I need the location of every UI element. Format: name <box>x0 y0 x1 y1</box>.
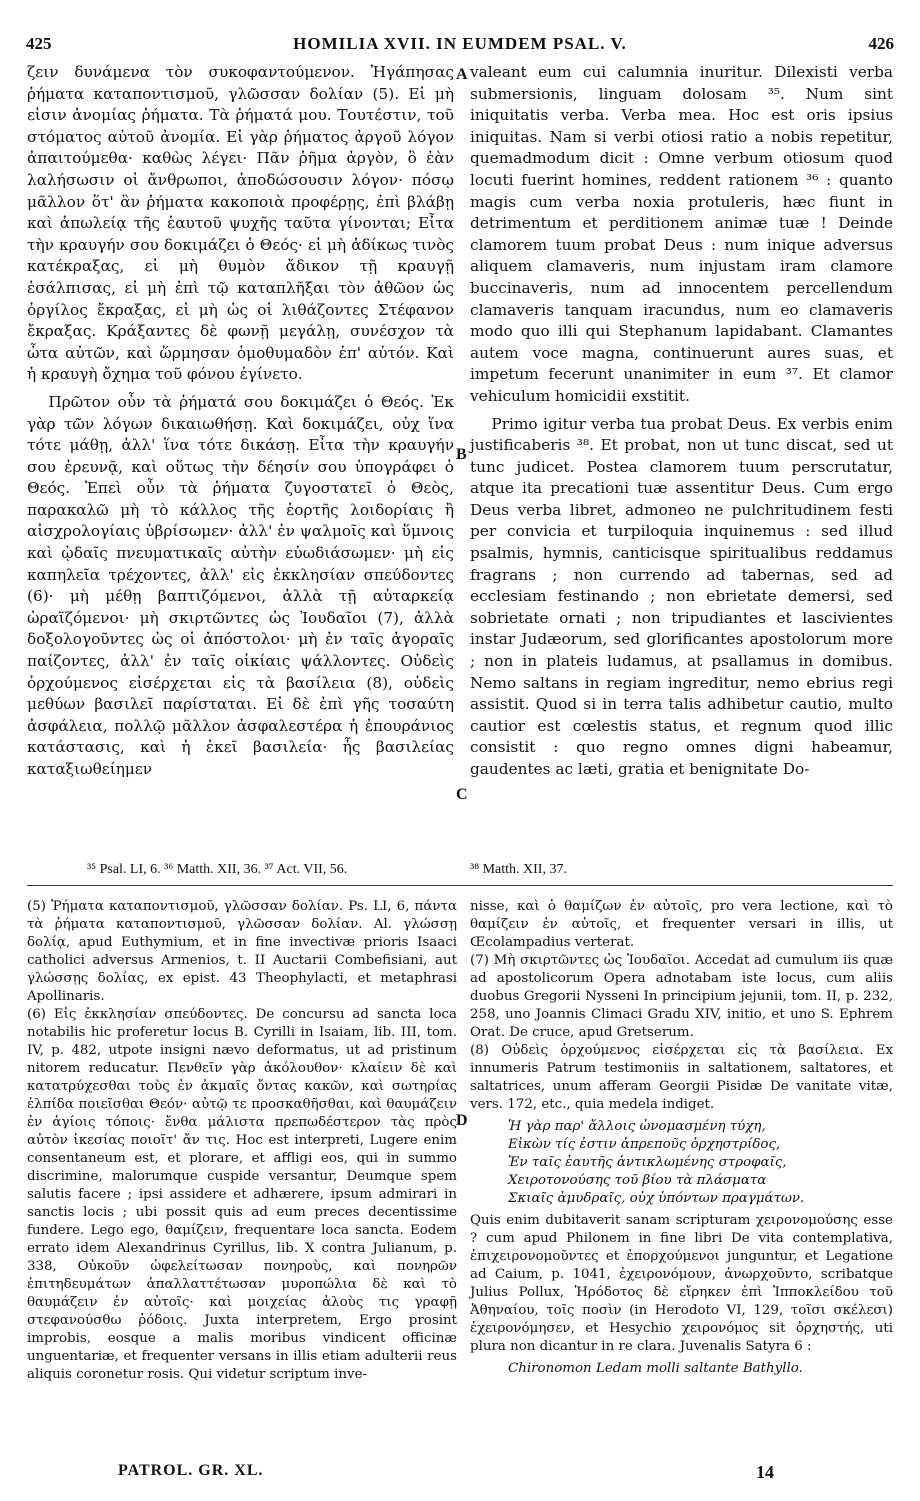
footnote-6: (6) Εἰς ἐκκλησίαν σπεύδοντες. De concursu ad sancta loca notabilis hic proferetur locus B. Cyrilli in Isaiam, lib. III, tom. IV, p. 482, utpote insigni nævo deformatus, ut ad pristinum nitorem reducatur. Πενθεῖν γὰρ ἀκόλουθον· κλαίειν δὲ καὶ κατατρύχεσθαι τοὺς ἐν ἀκμαῖς ὄντας κακῶν, καὶ σωτηρίας ἐλπίδα ποιεῖσθαι Θεόν· αὐτῷ τε προσκαθῆσθαι, καὶ θαυμάζειν ἐν ἁγίοις τόποις· ἔνθα μάλιστα πρεπωδέστερον τὰς πρὸς αὐτὸν ἱκεσίας ποιοῖτ' ἄν τις. Hoc est interpreti, Lugere enim consentaneum est, et plorare, et affligi eos, qui in summo discrimine, malorumque cuspide versantur, Deumque spem salutis facere ; ipsi assidere et adhærere, ipsum admirari in sanctis locis ; ubi possit quis ad eum preces decentissime fundere. Lego ego, θαμίζειν, frequentare loca sancta. Eodem errato idem Alexandrinus Cyrillus, lib. X contra Julianum, p. 338, Οὐκοῦν ὠφελείτωσαν πονηροὺς, καὶ πονηρῶν ἐπιτηδευμάτων ἀπαλλαττέτωσαν μυροπώλια δὲ καὶ τὸ θαυμάζειν ἐν αὐτοῖς· καὶ μοιχείας ἀλοὺς τις γραφῇ στεφανούσθω ῥόδοις. Juxta interpretem, Ergo prosint improbis, eosque a malis moribus vindicent officinæ unguentariæ, et frequenter versans in illis etiam adulterii reus aliquis coronetur rosis. Qui videtur scriptum inve- <box>27 1007 457 1382</box>
verse-line: Χειροτονούσης τοῦ βίου τὰ πλάσματα <box>508 1173 767 1188</box>
verse-line: Σκιαῖς ἀμυδραῖς, οὐχ ὑπόντων πραγμάτων. <box>508 1191 805 1206</box>
greek-column <box>27 62 454 781</box>
page-number-right: 426 <box>868 34 894 53</box>
footnote-8-continued: Quis enim dubitaverit sanam scripturam χειρονομούσης esse ? cum apud Philonem in fine libri De vita contemplativa, ἐπιχειρονομοῦντες et ἐπορχούμενοι junguntur, et Legatione ad Caium, p. 1041, ἐχειρονόμουν, ἀνωρχοῦντο, scribatque Julius Pollux, Ἡρόδοτος δὲ εἴρηκεν ἐπὶ Ἱπποκλείδου τοῦ Ἀθηναίου, τοῖς ποσὶν (in Herodoto VI, 129, τοῖσι σκέλεσι) ἐχειρονόμησεν, et Hesychio χειρονόμος sit ὀρχηστής, uti plura non dicantur in re clara. Juvenalis Satyra 6 : <box>470 1213 893 1354</box>
greek-verse-quotation <box>470 1118 893 1208</box>
verse-line: Chironomon Ledam molli saltante Bathyllo. <box>508 1361 803 1376</box>
page-number-left: 425 <box>26 34 52 53</box>
margin-letter-c: C <box>456 786 468 803</box>
footer-sheet-number: 14 <box>756 1462 774 1482</box>
footer-series: PATROL. GR. XL. <box>118 1462 264 1479</box>
latin-verse-quotation <box>470 1360 893 1378</box>
latin-paragraph: valeant eum cui calumnia inuritur. Dilexisti verba submersionis, linguam dolosam ³⁵. Num sint iniquitatis verba. Verba mea. Hoc est oris ipsius iniquitas. Nam si verbi otiosi ratio a nobis repetitur, quemadmodum dicit : Omne verbum otiosum quod locuti fuerint homines, reddent rationem ³⁶ : quanto magis cum verba noxia protuleris, hæc fiunt in detrimentum et perditionem animæ tuæ ! Deinde clamorem tuum probat Deus : num inique adversus aliquem clamaveris, num injustam iram clamore buccinaveris, num ad innocentem percellendum clamaveris tanquam iracundus, num eo clamaveris modo quo illi qui Stephanum lapidabant. Clamantes autem voce magna, continuerunt aures suas, et impetum fecerunt unanimiter in eum ³⁷. Et clamor vehiculum homicidii exstitit. <box>470 63 893 405</box>
scripture-references-left: ³⁵ Psal. LI, 6. ³⁶ Matth. XII, 36. ³⁷ Act. VII, 56. <box>87 862 348 877</box>
footnotes-left <box>27 898 457 1384</box>
footnote-5: (5) Ῥήματα καταποντισμοῦ, γλῶσσαν δολίαν. Ps. LI, 6, πάντα τὰ ῥήματα καταποντισμοῦ, γλῶσσαν δολίαν. Al. γλώσσῃ δολίᾳ, apud Euthymium, et in fine invectivæ prioris Isaaci catholici adversus Armenios, t. II Auctarii Combefisiani, aut γλώσσῃς δολίας, ex epist. 43 Theophylacti, et metaphrasi Apollinaris. <box>27 899 457 1004</box>
latin-paragraph: Primo igitur verba tua probat Deus. Ex verbis enim justificaberis ³⁸. Et probat, non ut tunc discat, sed ut tunc judicet. Postea clamorem tuum perscrutatur, atque ita precationi tuæ assentitur Deus. Cum ergo Deus verba libret, admoneo ne pulchritudinem festi per convicia et turpiloquia inquinemus : sed illud psalmis, hymnis, canticisque spiritualibus reddamus fragrans ; non currendo ad tabernas, sed ad ecclesiam festinando ; non ebrietate demersi, sed sobrietate ornati ; non tripudiantes et lascivientes instar Judæorum, sed glorificantes apostolorum more ; non in plateis ludamus, at psallamus in domibus. Nemo saltans in regiam ingreditur, nemo ebrius regi assistit. Quod si in terra talis adhibetur cautio, multo cautior est cœlestis status, et regnum quod illic consistit : quo regno omnes digni habeamur, gaudentes ac læti, gratia et benignitate Do- <box>470 414 893 778</box>
footnote-divider <box>27 885 893 886</box>
verse-line: Ἐν ταῖς ἑαυτῆς ἀντικλωμένης στροφαῖς, <box>508 1155 787 1170</box>
margin-letter-d: D <box>456 1112 468 1129</box>
scripture-references-right: ³⁸ Matth. XII, 37. <box>470 862 567 877</box>
footnote-6-continued: nisse, καὶ ὁ θαμίζων ἐν αὐτοῖς, pro vera lectione, καὶ τὸ θαμίζειν ἐν αὐτοῖς, et frequenter versari in illis, ut Œcolampadius verterat. <box>470 899 893 950</box>
footnote-8: (8) Οὐδεὶς ὀρχούμενος εἰσέρχεται εἰς τὰ βασίλεια. Ex innumeris Patrum testimoniis in saltationem, saltatores, et saltatrices, unum afferam Georgii Pisidæ De vanitate vitæ, vers. 172, etc., quia medela indiget. <box>470 1043 893 1112</box>
verse-line: Εἰκὼν τίς ἐστιν ἀπρεποῦς ὀρχηστρίδος, <box>508 1137 781 1152</box>
footnote-7: (7) Μὴ σκιρτῶντες ὡς Ἰουδαῖοι. Accedat ad cumulum iis quæ ad apostolicorum Opera adnotabam iste locus, cum aliis duobus Gregorii Nysseni In principium jejunii, tom. II, p. 232, 258, uno Joannis Climaci Gradu XIV, initio, et uno S. Ephrem Orat. De cruce, apud Gretserum. <box>470 953 893 1040</box>
verse-line: Ἡ γὰρ παρ' ἄλλοις ὠνομασμένη τύχη, <box>508 1119 766 1134</box>
running-title: HOMILIA XVII. IN EUMDEM PSAL. V. <box>293 34 627 53</box>
greek-paragraph: Πρῶτον οὖν τὰ ῥήματά σου δοκιμάζει ὁ Θεός. Ἐκ γὰρ τῶν λόγων δικαιωθήσῃ. Καὶ δοκιμάζει, οὐχ ἵνα τότε μάθῃ, ἀλλ' ἵνα τότε δικάσῃ. Εἶτα τὴν κραυγήν σου ἐρευνᾷ, καὶ οὕτως τὴν δέησίν σου ὑπογράφει ὁ Θεός. Ἐπεὶ οὖν τὰ ῥήματα ζυγοστατεῖ ὁ Θεὸς, παρακαλῶ μὴ τὸ κάλλος τῆς ἑορτῆς λοιδορίαις ἢ αἰσχρολογίαις ὑβρίσωμεν· ἀλλ' ἐν ψαλμοῖς καὶ ὕμνοις καὶ ᾠδαῖς πνευματικαῖς αὐτὴν εὐωδιάσωμεν· μὴ εἰς καπηλεῖα τρέχοντες, ἀλλ' εἰς ἐκκλησίαν σπεύδοντες (6)· μὴ μέθῃ βαπτιζόμενοι, ἀλλὰ τῇ αὐταρκείᾳ ὡραϊζόμενοι· μὴ σκιρτῶντες ὡς Ἰουδαῖοι (7), ἀλλὰ δοξολογοῦντες ὡς οἱ ἀπόστολοι· μὴ ἐν ταῖς ἀγοραῖς παίζοντες, ἀλλ' ἐν ταῖς οἰκίαις ψάλλοντες. Οὐδεὶς ὀρχούμενος εἰσέρχεται εἰς τὰ βασίλεια (8), οὐδεὶς μεθύων βασιλεῖ παρίσταται. Εἰ δὲ ἐπὶ γῆς τοσαύτη ἀσφάλεια, πολλῷ μᾶλλον ἀσφαλεστέρα ἡ ἐπουράνιος κατάστασις, καὶ ἡ ἐκεῖ βασιλεία· ἧς βασιλείας καταξιωθείημεν <box>27 392 454 778</box>
margin-letter-b: B <box>456 446 467 463</box>
latin-column <box>470 62 893 781</box>
margin-letter-a: A <box>456 66 468 83</box>
greek-paragraph: ζειν δυνάμενα τὸν συκοφαντούμενον. Ἠγάπησας ῥήματα καταποντισμοῦ, γλῶσσαν δολίαν (5). Εἰ μὴ εἰσιν ἀνομίας ῥήματα. Τὰ ῥήματά μου. Τουτέστιν, τοῦ στόματος αὐτοῦ ἀνομία. Εἰ γὰρ ῥήματος ἀργοῦ λόγον ἀπαιτούμεθα· καθὼς λέγει· Πᾶν ῥῆμα ἀργὸν, ὃ ἐὰν λαλήσωσιν οἱ ἄνθρωποι, ἀποδώσουσιν λόγον· πόσῳ μᾶλλον ὅτ' ἂν ῥήματα κακοποιὰ προφέρῃς, ἐπὶ βλάβῃ καὶ ἀπωλείᾳ τῆς ἑαυτοῦ ψυχῆς ταῦτα γίνονται; Εἶτα τὴν κραυγήν σου δοκιμάζει ὁ Θεός· εἰ μὴ ἀδίκως τινὸς κατέκραξας, εἰ μὴ θυμὸν ἄδικον τῇ κραυγῇ ἐσάλπισας, εἰ μὴ ἐπὶ τῷ καταπλῆξαι τὸν ἀθῶον ὡς ὀργίλος ἔκραξας, εἰ μὴ ὡς οἱ λιθάζοντες Στέφανον ἔκραξας. Κράξαντες δὲ φωνῇ μεγάλῃ, συνέσχον τὰ ὦτα αὐτῶν, καὶ ὥρμησαν ὁμοθυμαδὸν ἐπ' αὐτόν. Καὶ ἡ κραυγὴ ὄχημα τοῦ φόνου ἐγίνετο. <box>27 63 454 384</box>
running-header <box>20 34 900 56</box>
footnotes-right <box>470 898 893 1382</box>
